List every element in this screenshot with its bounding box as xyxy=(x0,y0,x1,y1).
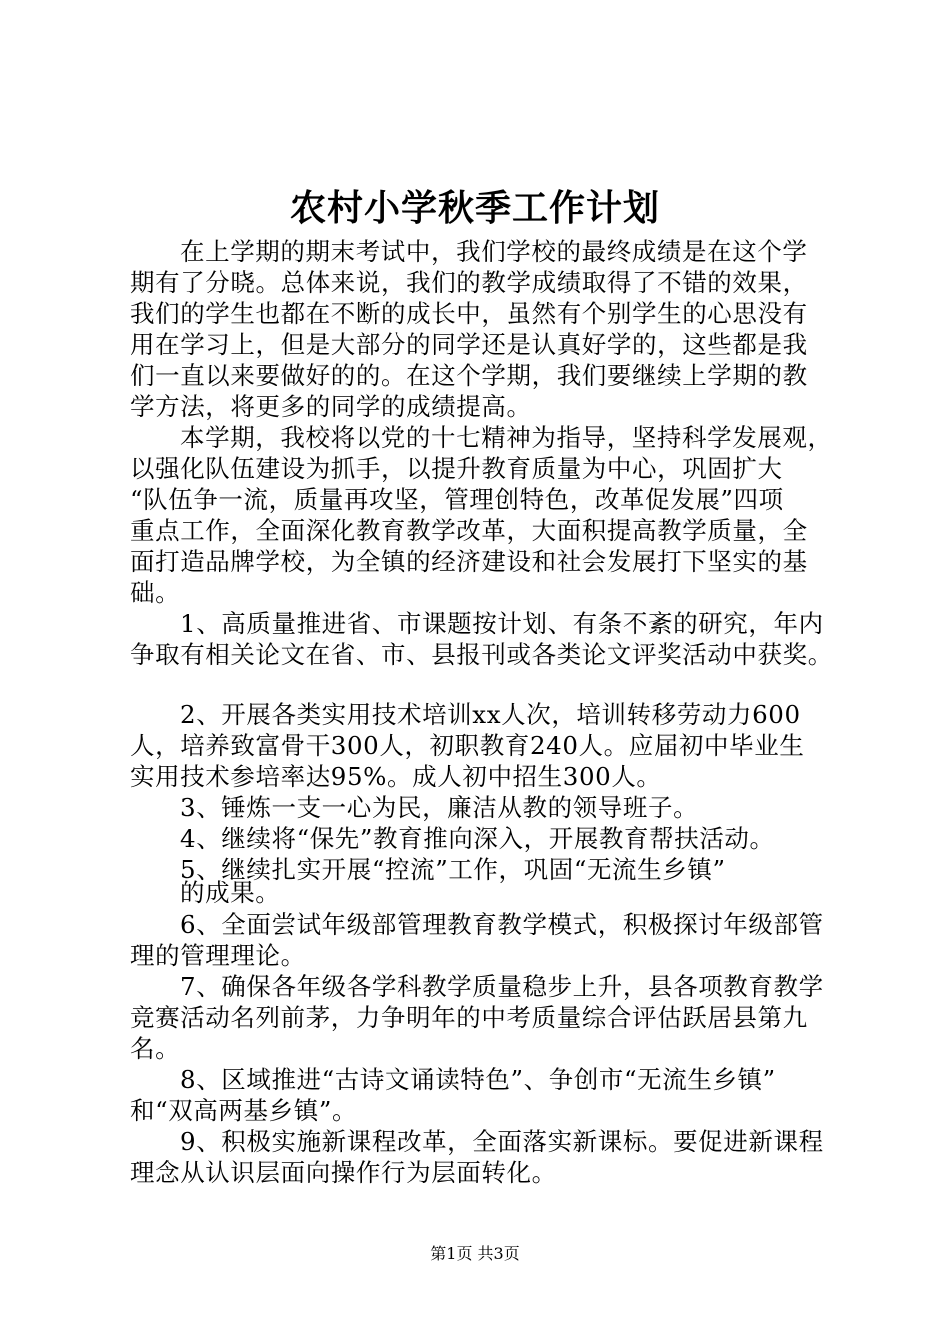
text-line: 期有了分晓。总体来说，我们的教学成绩取得了不错的效果， xyxy=(130,268,808,297)
text-line: 名。 xyxy=(130,1034,181,1063)
text-line: 人，培养致富骨干300人，初职教育240人。应届初中毕业生 xyxy=(130,731,805,760)
text-line: 3、锤炼一支一心为民，廉洁从教的领导班子。 xyxy=(180,793,699,822)
text-line: 2、开展各类实用技术培训xx人次，培训转移劳动力600 xyxy=(180,700,801,729)
text-line: 6、全面尝试年级部管理教育教学模式，积极探讨年级部管 xyxy=(180,910,824,939)
document-title: 农村小学秋季工作计划 xyxy=(289,188,660,229)
text-line: 础。 xyxy=(130,578,181,607)
page-number: 第1页 共3页 xyxy=(430,1244,520,1263)
text-line: “队伍争一流，质量再攻坚，管理创特色，改革促发展”四项 xyxy=(130,485,784,514)
text-line: 竞赛活动名列前茅，力争明年的中考质量综合评估跃居县第九 xyxy=(130,1003,808,1032)
text-line: 8、区域推进“古诗文诵读特色”、争创市“无流生乡镇” xyxy=(180,1065,776,1094)
text-line: 学方法，将更多的同学的成绩提高。 xyxy=(130,392,532,421)
text-line: 以强化队伍建设为抓手，以提升教育质量为中心，巩固扩大 xyxy=(130,454,783,483)
text-line: 7、确保各年级各学科教学质量稳步上升，县各项教育教学 xyxy=(180,972,824,1001)
text-line: 和“双高两基乡镇”。 xyxy=(130,1096,358,1125)
text-line: 理的管理理论。 xyxy=(130,941,306,970)
text-line: 面打造品牌学校，为全镇的经济建设和社会发展打下坚实的基 xyxy=(130,547,808,576)
text-line: 1、高质量推进省、市课题按计划、有条不紊的研究，年内 xyxy=(180,609,824,638)
text-line: 重点工作，全面深化教育教学改革，大面积提高教学质量，全 xyxy=(130,516,808,545)
text-line: 我们的学生也都在不断的成长中，虽然有个别学生的心思没有 xyxy=(130,299,808,328)
text-line: 用在学习上，但是大部分的同学还是认真好学的，这些都是我 xyxy=(130,330,808,359)
text-line: 争取有相关论文在省、市、县报刊或各类论文评奖活动中获奖。 xyxy=(130,640,833,669)
text-line: 们一直以来要做好的的。在这个学期，我们要继续上学期的教 xyxy=(130,361,808,390)
text-line: 4、继续将“保先”教育推向深入，开展教育帮扶活动。 xyxy=(180,824,775,853)
text-line: 在上学期的期末考试中，我们学校的最终成绩是在这个学 xyxy=(180,237,808,266)
text-line: 的成果。 xyxy=(180,878,281,907)
text-line: 理念从认识层面向操作行为层面转化。 xyxy=(130,1158,557,1187)
text-line: 实用技术参培率达95%。成人初中招生300人。 xyxy=(130,762,662,791)
text-line: 5、继续扎实开展“控流”工作，巩固“无流生乡镇” xyxy=(180,855,726,884)
text-line: 9、积极实施新课程改革，全面落实新课标。要促进新课程 xyxy=(180,1127,824,1156)
text-line: 本学期，我校将以党的十七精神为指导，坚持科学发展观， xyxy=(180,423,833,452)
